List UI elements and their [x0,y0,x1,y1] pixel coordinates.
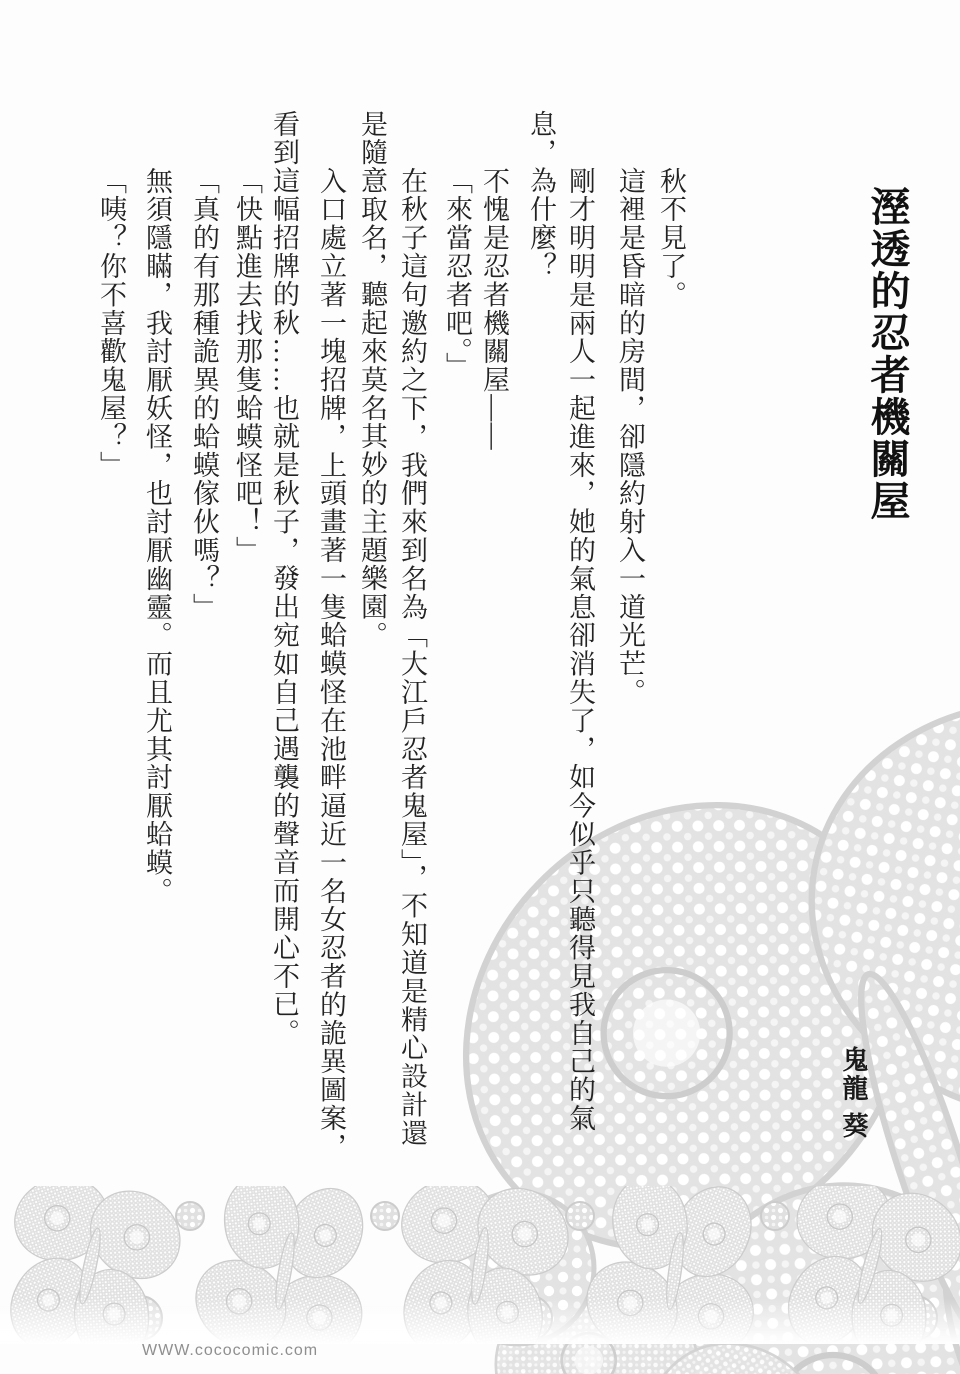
bottom-lace-border [0,1186,960,1349]
text-column: 剛才明明是兩人一起進來，她的氣息卻消失了，如今似乎只聽得見我自己的氣 [565,167,595,1133]
chapter-title: 溼透的忍者機關屋 [865,186,910,522]
text-column: 是隨意取名，聽起來莫名其妙的主題樂園。 [357,110,387,650]
text-column: 不愧是忍者機關屋—— [479,167,509,451]
text-column: 秋不見了。 [656,167,686,309]
author-name: 鬼龍 葵 [839,1046,868,1141]
text-column: 入口處立著一塊招牌，上頭畫著一隻蛤蟆怪在池畔逼近一名女忍者的詭異圖案， [316,167,346,1161]
text-column: 看到這幅招牌的秋……也就是秋子，發出宛如自己遇襲的聲音而開心不已。 [269,110,299,1048]
butterfly-lace-decoration [448,598,948,1163]
text-column: 在秋子這句邀約之下，我們來到名為「大江戶忍者鬼屋」，不知道是精心設計還 [397,167,427,1148]
text-column: 「真的有那種詭異的蛤蟆傢伙嗎？」 [189,167,219,622]
text-column: 息，為什麼？ [526,110,556,281]
text-column: 無須隱瞞，我討厭妖怪，也討厭幽靈。而且尤其討厭蛤蟆。 [142,167,172,906]
text-column: 「來當忍者吧。」 [442,167,472,381]
text-column: 「快點進去找那隻蛤蟆怪吧！」 [232,167,262,565]
text-column: 這裡是昏暗的房間，卻隱約射入一道光芒。 [615,167,645,707]
site-watermark: WWW.cococomic.com [142,1342,319,1359]
text-column: 「咦？你不喜歡鬼屋？」 [96,167,126,480]
